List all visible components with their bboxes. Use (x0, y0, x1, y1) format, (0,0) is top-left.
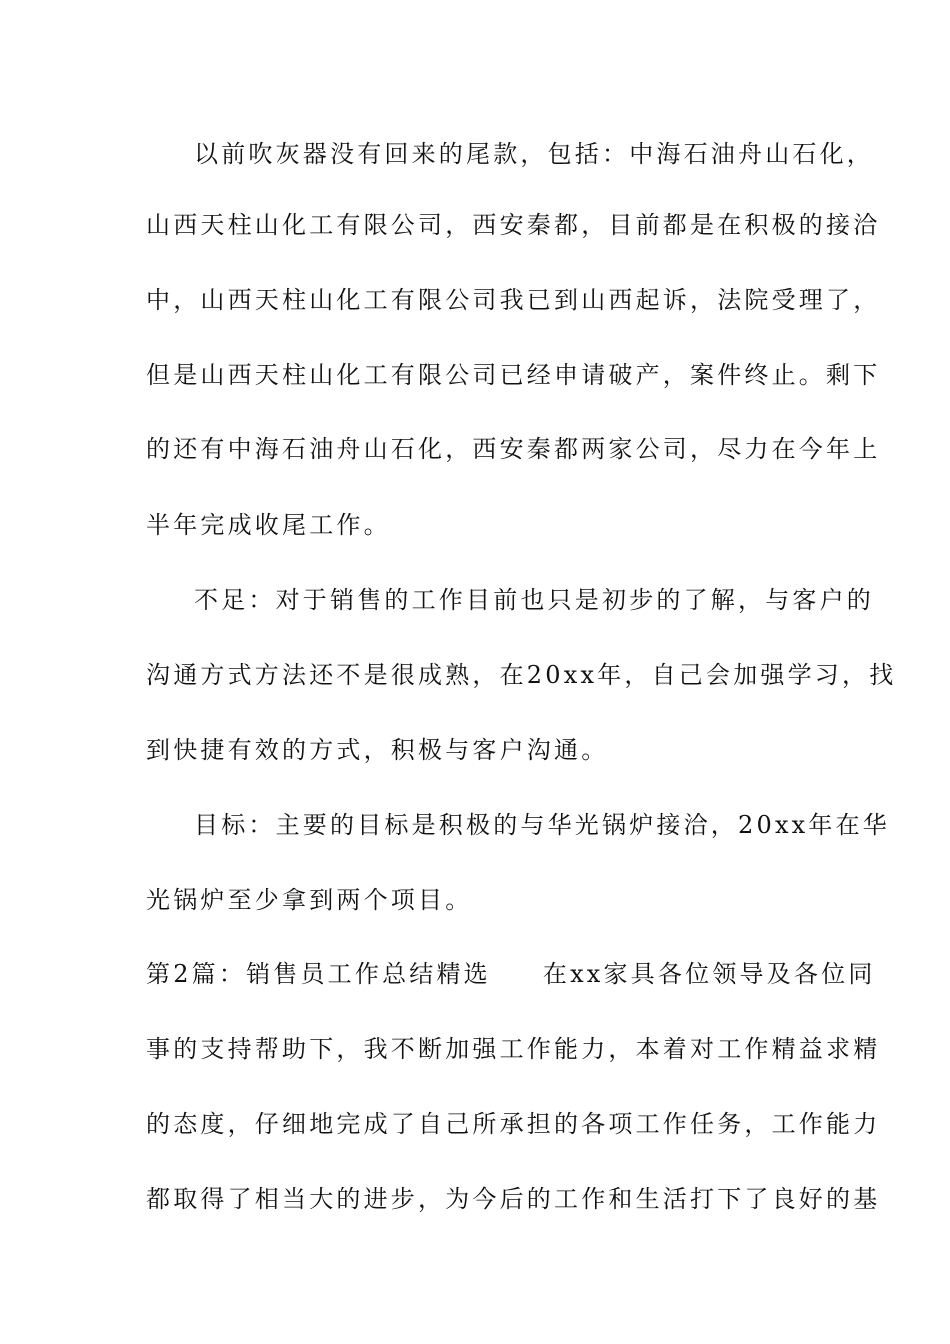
paragraph-1-line-1: 以前吹灰器没有回来的尾款，包括：中海石油舟山石化， (194, 140, 874, 168)
section-2-line-3: 的态度，仔细地完成了自己所承担的各项工作任务，工作能力 (146, 1110, 881, 1138)
paragraph-1-line-5: 的还有中海石油舟山石化，西安秦都两家公司，尽力在今年上 (146, 435, 881, 463)
paragraph-2-line-1: 不足：对于销售的工作目前也只是初步的了解，与客户的 (194, 586, 874, 614)
paragraph-2-line-2: 沟通方式方法还不是很成熟，在20xx年，自己会加强学习，找 (146, 661, 897, 689)
section-2-heading-line (146, 959, 876, 989)
paragraph-1-line-3: 中，山西天柱山化工有限公司我已到山西起诉，法院受理了， (146, 286, 881, 314)
paragraph-3-line-1: 目标：主要的目标是积极的与华光锅炉接洽，20xx年在华 (194, 811, 891, 839)
section-2-first-line: 在xx家具各位领导及各位同 (542, 960, 876, 988)
section-2-line-2: 事的支持帮助下，我不断加强工作能力，本着对工作精益求精 (146, 1035, 881, 1063)
paragraph-1-line-6: 半年完成收尾工作。 (146, 511, 391, 539)
paragraph-1-line-4: 但是山西天柱山化工有限公司已经申请破产，案件终止。剩下 (146, 361, 881, 389)
paragraph-3-line-2: 光锅炉至少拿到两个项目。 (146, 886, 473, 914)
section-2-heading: 第2篇：销售员工作总结精选 (146, 960, 491, 988)
section-2-line-4: 都取得了相当大的进步，为今后的工作和生活打下了良好的基 (146, 1185, 881, 1213)
paragraph-1-line-2: 山西天柱山化工有限公司，西安秦都，目前都是在积极的接洽 (146, 211, 881, 239)
paragraph-2-line-3: 到快捷有效的方式，积极与客户沟通。 (146, 736, 609, 764)
